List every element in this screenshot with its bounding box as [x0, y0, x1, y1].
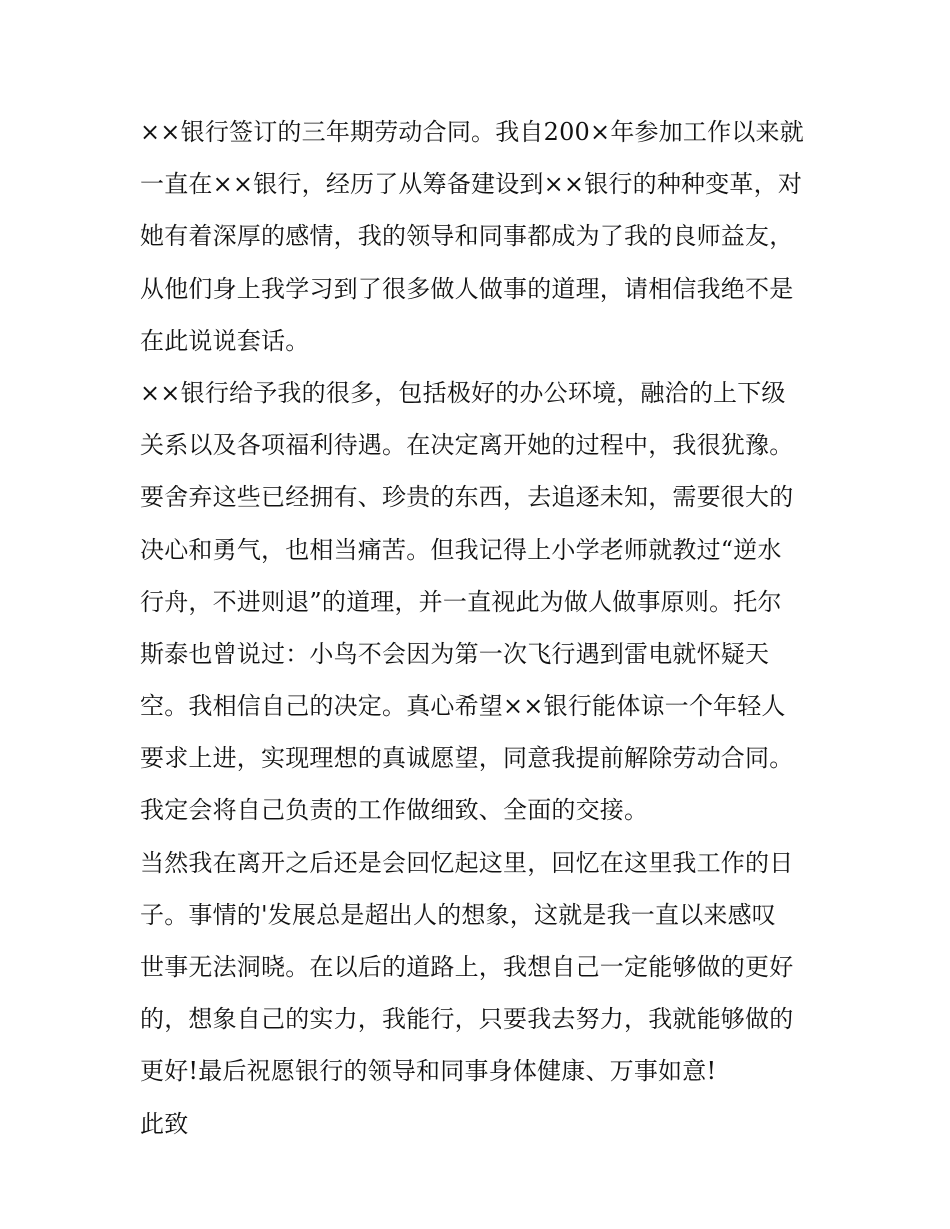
- text-line: ××银行给予我的很多，包括极好的办公环境，融洽的上下级: [140, 378, 786, 407]
- text-line: 要舍弃这些已经拥有、珍贵的东西，去追逐未知，需要很大的: [140, 483, 794, 512]
- text-line: 世事无法洞晓。在以后的道路上，我想自己一定能够做的更好: [140, 953, 794, 981]
- text-line: 要求上进，实现理想的真诚愿望，同意我提前解除劳动合同。: [140, 744, 794, 773]
- text-line: 她有着深厚的感情，我的领导和同事都成为了我的良师益友，: [140, 222, 794, 251]
- text-line: 一直在××银行，经历了从筹备建设到××银行的种种变革，对: [140, 170, 803, 199]
- text-line: 当然我在离开之后还是会回忆起这里，回忆在这里我工作的日: [140, 848, 794, 877]
- text-line: 行舟，不进则退”的道理，并一直视此为做人做事原则。托尔: [140, 587, 782, 616]
- text-line: ××银行签订的三年期劳动合同。我自200×年参加工作以来就: [140, 118, 804, 146]
- text-line: 从他们身上我学习到了很多做人做事的道理，请相信我绝不是: [140, 274, 794, 303]
- text-line: 我定会将自己负责的工作做细致、全面的交接。: [140, 796, 649, 825]
- text-line: 子。事情的'发展总是超出人的想象，这就是我一直以来感叹: [140, 900, 776, 929]
- text-line: 在此说说套话。: [140, 326, 310, 355]
- text-line: 空。我相信自己的决定。真心希望××银行能体谅一个年轻人: [140, 692, 786, 721]
- closing-salutation: 此致: [140, 1109, 189, 1138]
- text-line: 决心和勇气，也相当痛苦。但我记得上小学老师就教过“逆水: [140, 535, 782, 564]
- text-line: 更好!最后祝愿银行的领导和同事身体健康、万事如意!: [140, 1057, 717, 1086]
- text-line: 关系以及各项福利待遇。在决定离开她的过程中，我很犹豫。: [140, 431, 794, 460]
- text-line: 斯泰也曾说过：小鸟不会因为第一次飞行遇到雷电就怀疑天: [140, 639, 770, 668]
- text-line: 的，想象自己的实力，我能行，只要我去努力，我就能够做的: [140, 1005, 794, 1034]
- letter-body: [140, 106, 820, 1150]
